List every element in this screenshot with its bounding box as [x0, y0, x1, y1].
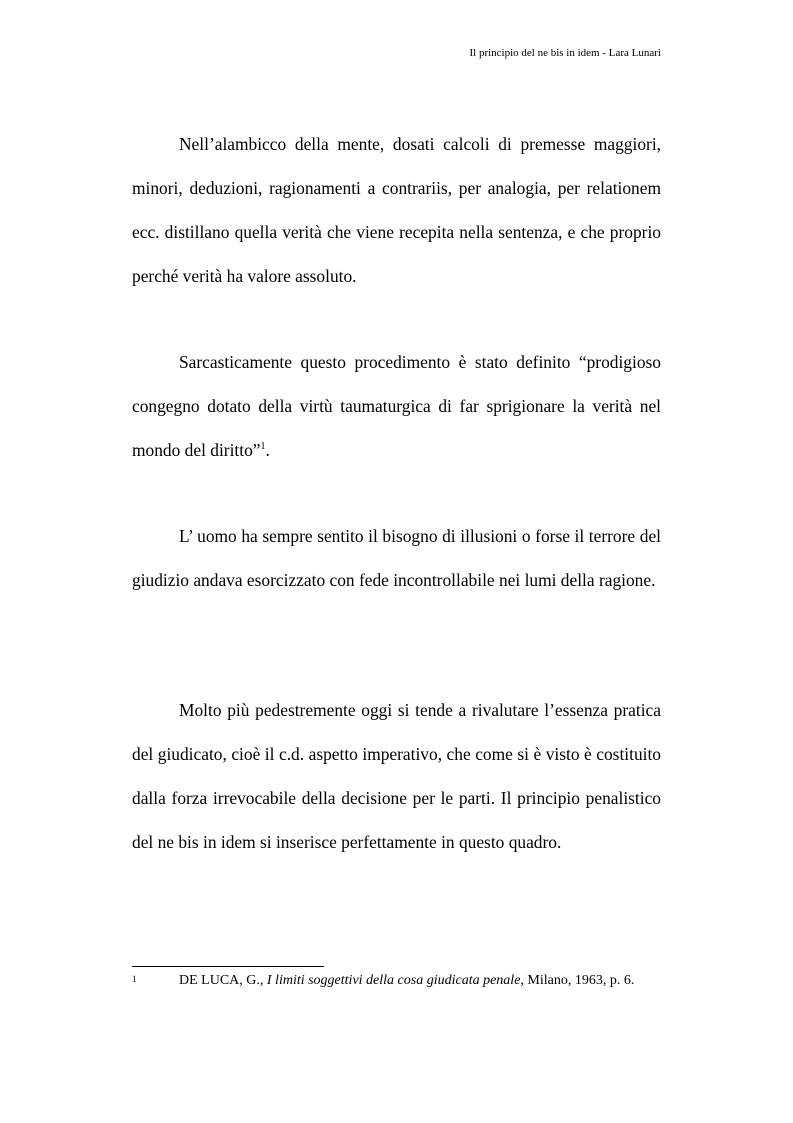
footnote-number: 1: [132, 974, 137, 984]
paragraph-text: Sarcasticamente questo procedimento è stato definito “prodigioso congegno dotato della virtù taumaturgica di far sprigionare la verità nel mondo del diritto”: [132, 352, 661, 460]
paragraph: Nell’alambicco della mente, dosati calcoli di premesse maggiori, minori, deduzioni, ragionamenti a contrariis, per analogia, per relationem ecc. distillano quella verità che viene recepita nella sentenza, e che proprio perché verità ha valore assoluto.: [132, 134, 661, 286]
paragraph-tail: .: [265, 440, 270, 460]
footnote-publication: , Milano, 1963, p. 6.: [520, 973, 635, 988]
footnote-text: [179, 972, 634, 990]
footnote-author: DE LUCA, G.,: [179, 973, 267, 988]
paragraph: Molto più pedestremente oggi si tende a rivalutare l’essenza pratica del giudicato, cioè il c.d. aspetto imperativo, che come si è visto è costituito dalla forza irrevocabile della decisione per le parti. Il principio penalistico del ne bis in idem si inserisce perfettamente in questo quadro.: [132, 700, 661, 852]
running-header: Il principio del ne bis in idem - Lara Lunari: [469, 47, 661, 59]
footnote-work-title: I limiti soggettivi della cosa giudicata penale: [266, 973, 521, 988]
paragraph: L’ uomo ha sempre sentito il bisogno di illusioni o forse il terrore del giudizio andava esorcizzato con fede incontrollabile nei lumi della ragione.: [132, 526, 661, 590]
footnote-separator: [132, 966, 324, 967]
footnote-reference[interactable]: 1: [260, 441, 266, 452]
paragraph: [132, 340, 661, 472]
